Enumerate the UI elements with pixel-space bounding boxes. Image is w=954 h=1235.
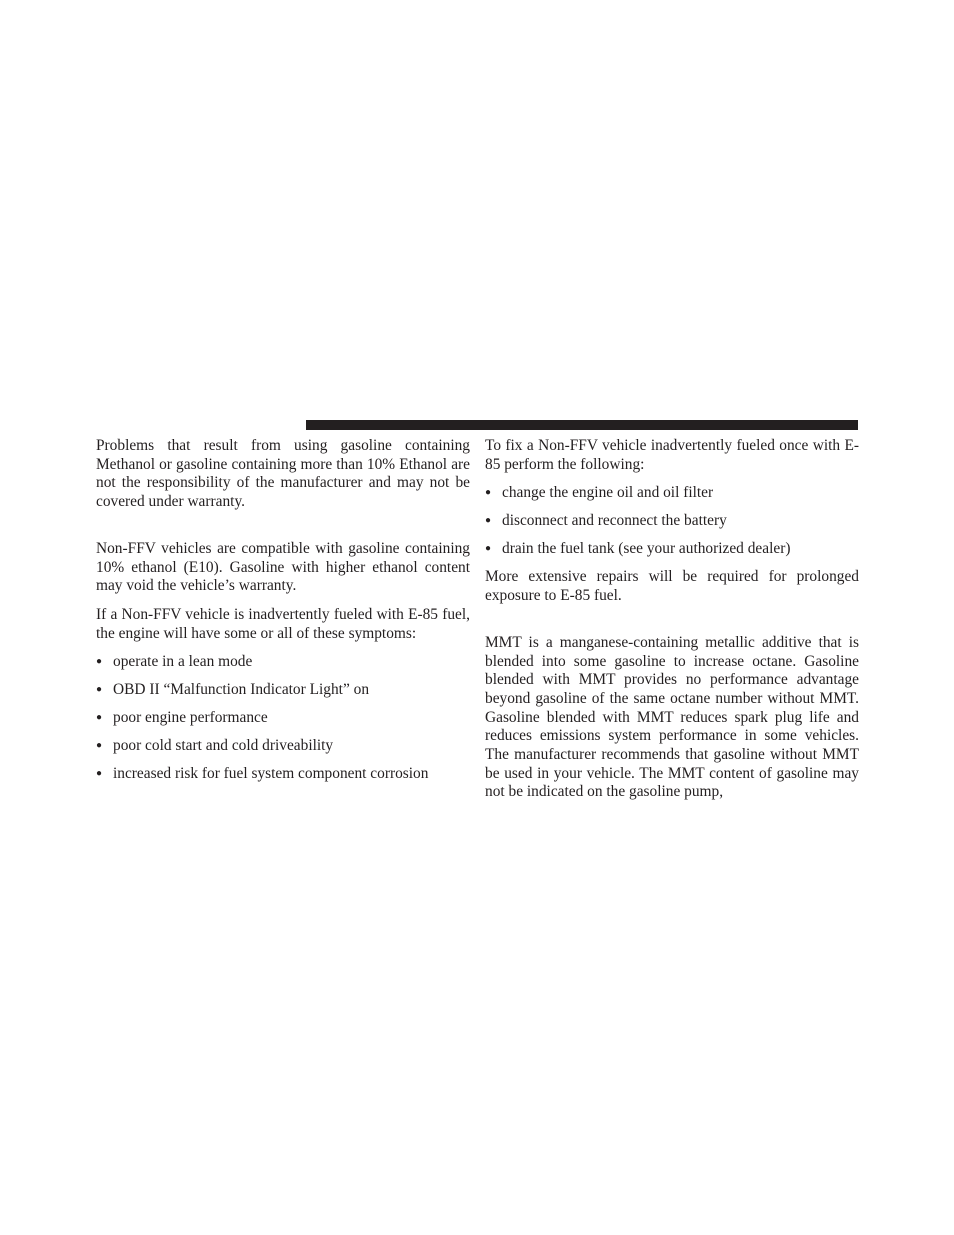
list-item: ● OBD II “Malfunction Indicator Light” on <box>96 681 370 699</box>
left-column <box>96 437 470 793</box>
bullet-icon: ● <box>485 487 492 499</box>
list-item: ● disconnect and reconnect the battery <box>485 512 727 530</box>
bullet-icon: ● <box>96 740 103 752</box>
methanol-warranty-paragraph: Problems that result from using gasoline containing Methanol or gasoline containing more than 10% Ethanol are not the responsibility of the manufacturer and may not be covered under warranty. <box>96 437 470 511</box>
list-item: ● increased risk for fuel system component corrosion <box>96 765 429 783</box>
symptoms-list <box>96 653 470 793</box>
list-item: ● operate in a lean mode <box>96 653 253 671</box>
bullet-icon: ● <box>485 543 492 555</box>
prolonged-exposure-paragraph: More extensive repairs will be required for prolonged exposure to E-85 fuel. <box>485 568 859 605</box>
bullet-icon: ● <box>96 768 103 780</box>
list-item: ● poor engine performance <box>96 709 268 727</box>
bullet-icon: ● <box>96 712 103 724</box>
bullet-icon: ● <box>96 656 103 668</box>
fix-steps-list <box>485 484 859 568</box>
section-header-bar <box>306 420 858 430</box>
e85-symptoms-intro: If a Non-FFV vehicle is inadvertently fueled with E-85 fuel, the engine will have some or all of these symptoms: <box>96 605 470 642</box>
bullet-icon: ● <box>485 515 492 527</box>
list-item: ● change the engine oil and oil filter <box>485 484 714 502</box>
bullet-icon: ● <box>96 684 103 696</box>
fix-intro-paragraph: To fix a Non-FFV vehicle inadvertently fueled once with E-85 perform the following: <box>485 437 859 473</box>
mmt-paragraph: MMT is a manganese-containing metallic additive that is blended into some gasoline to increase octane. Gasoline blended with MMT provides no performance advantage beyond gasoline of the same octane number without MMT. Gasoline blended with MMT reduces spark plug life and reduces emissions system performance in some vehicles. The manufacturer recommends that gasoline without MMT be used in your vehicle. The MMT content of gasoline may not be indicated on the gasoline pump, <box>485 633 859 801</box>
ethanol-compatibility-paragraph: Non-FFV vehicles are compatible with gasoline containing 10% ethanol (E10). Gasoline with higher ethanol content may void the vehicle’s warranty. <box>96 539 470 595</box>
list-item: ● drain the fuel tank (see your authorized dealer) <box>485 540 791 558</box>
list-item: ● poor cold start and cold driveability <box>96 737 334 755</box>
right-column <box>485 437 859 802</box>
